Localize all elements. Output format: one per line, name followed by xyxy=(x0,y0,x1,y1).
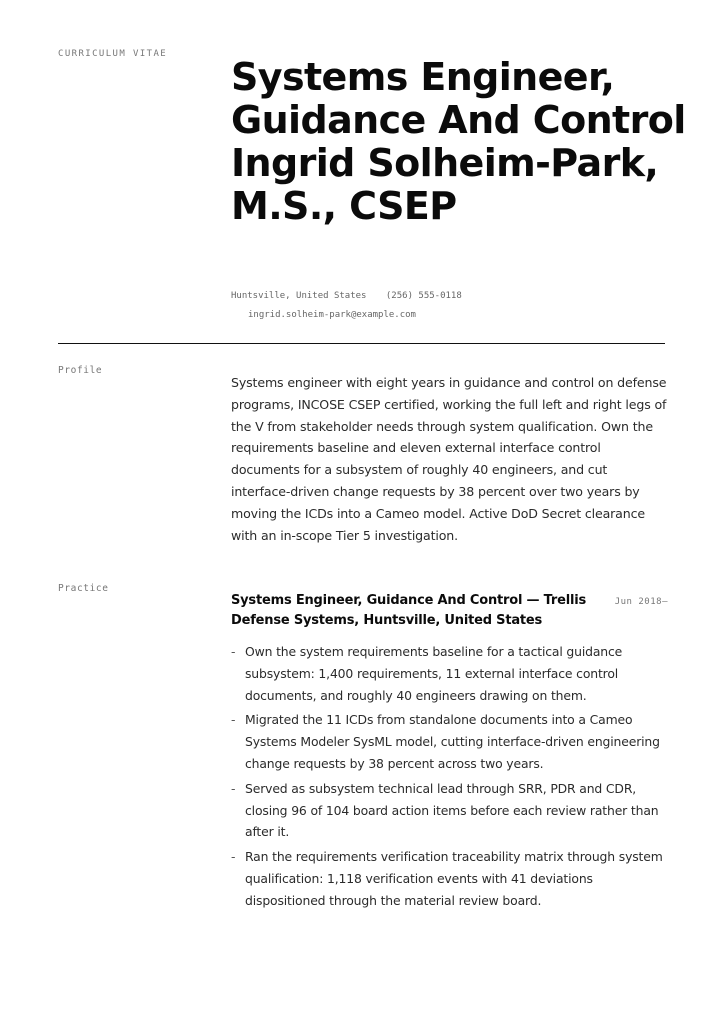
bullet-marker: - xyxy=(231,849,236,865)
bullet-marker: - xyxy=(231,780,236,796)
job-entry xyxy=(231,591,668,915)
bullet-text: Ran the requirements verification traceability matrix through system qualification: 1,118 verification events with 41 deviations dispositioned through the material review board. xyxy=(245,849,663,908)
list-item xyxy=(231,778,668,843)
list-item xyxy=(231,709,668,774)
job-date: Jun 2018– xyxy=(614,597,668,607)
page-title: Systems Engineer, Guidance And Control Ingrid Solheim-Park, M.S., CSEP xyxy=(231,55,686,228)
bullet-marker: - xyxy=(231,644,236,659)
list-item xyxy=(231,641,668,706)
list-item xyxy=(231,846,668,911)
section-label-profile: Profile xyxy=(58,365,103,376)
contact-phone: (256) 555-0118 xyxy=(385,291,462,301)
job-header xyxy=(231,591,668,631)
bullet-marker: - xyxy=(231,712,236,728)
document-eyebrow: CURRICULUM VITAE xyxy=(58,49,168,59)
bullet-text: Own the system requirements baseline for a tactical guidance subsystem: 1,400 requirements, 11 external interface control documents, and roughly 40 engineers drawing on them. xyxy=(245,644,623,703)
contact-email[interactable]: ingrid.solheim-park@example.com xyxy=(248,310,416,320)
bullet-text: Served as subsystem technical lead through SRR, PDR and CDR, closing 96 of 104 board action items before each review rather than after it. xyxy=(245,780,659,840)
header-divider xyxy=(58,343,665,344)
bullet-text: Migrated the 11 ICDs from standalone documents into a Cameo Systems Modeler SysML model, cutting interface-driven engineering change requests by 38 percent across two years. xyxy=(245,712,660,771)
profile-summary: Systems engineer with eight years in guidance and control on defense programs, INCOSE CSEP certified, working the full left and right legs of the V from stakeholder needs through system qualification. Own the requirements baseline and eleven external interface control documents for a subsystem of roughly 40 engineers, and cut interface-driven change requests by 38 percent over two years by moving the ICDs into a Cameo model. Active DoD Secret clearance with an in-scope Tier 5 investigation. xyxy=(231,375,667,543)
contact-block xyxy=(231,287,661,325)
contact-location: Huntsville, United States xyxy=(231,291,367,301)
job-title: Systems Engineer, Guidance And Control — Trellis Defense Systems, Huntsville, United States xyxy=(231,593,587,628)
section-label-practice: Practice xyxy=(58,583,109,594)
job-bullets xyxy=(231,641,668,912)
